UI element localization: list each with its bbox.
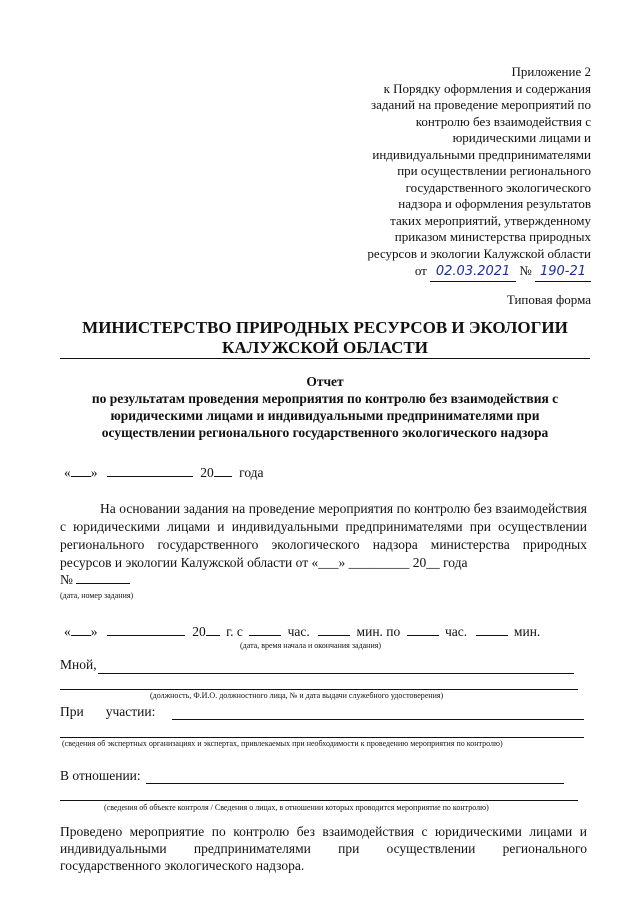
year-word: года <box>239 465 264 480</box>
appendix-line: заданий на проведение мероприятий по <box>370 97 591 112</box>
time-row <box>64 624 540 640</box>
century-label: 20 <box>192 624 206 639</box>
participation-label <box>60 704 155 720</box>
regarding-field[interactable] <box>146 783 564 784</box>
report-title-line: по результатам проведения мероприятия по контролю без взаимодействия с <box>91 391 559 406</box>
day-field[interactable] <box>71 635 91 636</box>
task-number-field[interactable] <box>76 583 130 584</box>
handwritten-number: 190-21 <box>539 264 587 279</box>
report-date-row <box>64 465 264 481</box>
ministry-underline <box>60 358 590 359</box>
by-me-label: Мной, <box>60 657 97 672</box>
ministry-line-2: КАЛУЖСКОЙ ОБЛАСТИ <box>222 338 428 357</box>
year-field[interactable] <box>206 635 220 636</box>
report-title-line: юридическими лицами и индивидуальными предпринимателями при <box>110 408 540 423</box>
quote-open: « <box>64 465 71 480</box>
participation-caption: (сведения об экспертных организациях и экспертах, привлекаемых при необходимости к проведению мероприятия по контролю) <box>62 739 503 748</box>
order-number-line <box>535 263 591 282</box>
day-field[interactable] <box>71 476 91 477</box>
participation-field-2[interactable] <box>60 737 584 738</box>
g-s-label: г. с <box>226 624 243 639</box>
end-hour-field[interactable] <box>407 635 439 636</box>
participation-field[interactable] <box>172 719 584 720</box>
by-me-field[interactable] <box>98 673 574 674</box>
order-date-line <box>430 263 516 282</box>
regarding-caption: (сведения об объекте контроля / Сведения о лицах, в отношении которых проводится мероприятие по контролю) <box>104 803 489 812</box>
year-field[interactable] <box>214 476 232 477</box>
appendix-line: индивидуальными предпринимателями <box>372 146 591 162</box>
by-me-caption: (должность, Ф.И.О. должностного лица, № и дата выдачи служебного удостоверения) <box>150 691 444 700</box>
ministry-line-1: МИНИСТЕРСТВО ПРИРОДНЫХ РЕСУРСОВ И ЭКОЛОГИИ <box>82 318 568 337</box>
appendix-line: государственного экологического <box>405 179 591 195</box>
appendix-line: таких мероприятий, утвержденному <box>390 212 591 228</box>
report-title <box>60 373 590 441</box>
appendix-line: приказом министерства природных <box>394 229 591 244</box>
number-sign: № <box>60 572 73 587</box>
conducted-paragraph: Проведено мероприятие по контролю без взаимодействия с юридическими лицами и индивидуальными предпринимателями при осуществлении регионального государственного экологического надзора. <box>60 824 587 873</box>
appendix-line: юридическими лицами и <box>452 130 591 145</box>
handwritten-date: 02.03.2021 <box>435 264 511 279</box>
report-title-word: Отчет <box>306 374 344 389</box>
report-title-line: осуществлении регионального государственного экологического надзора <box>101 425 549 440</box>
regarding-label: В отношении: <box>60 768 141 783</box>
order-date-number <box>331 263 591 282</box>
appendix-header <box>331 64 591 282</box>
task-caption: (дата, номер задания) <box>60 591 134 600</box>
number-label: № <box>519 263 532 278</box>
appendix-line: Приложение 2 <box>511 64 591 79</box>
regarding-field-2[interactable] <box>60 800 578 801</box>
start-hour-field[interactable] <box>249 635 281 636</box>
form-type-label: Типовая форма <box>506 292 591 307</box>
quote-close: » <box>90 465 98 480</box>
appendix-line: ресурсов и экологии Калужской области <box>367 245 591 261</box>
quote-open: « <box>64 624 71 639</box>
time-caption: (дата, время начала и окончания задания) <box>240 641 382 650</box>
century-label: 20 <box>200 465 214 480</box>
participation-label-1: При <box>60 704 84 719</box>
appendix-line: к Порядку оформления и содержания <box>383 80 591 96</box>
quote-close: » <box>90 624 98 639</box>
mins-to-label: мин. по <box>356 624 401 639</box>
from-label: от <box>414 263 427 278</box>
start-min-field[interactable] <box>318 635 350 636</box>
hours-label: час. <box>445 624 468 639</box>
appendix-line: при осуществлении регионального <box>397 163 591 178</box>
end-min-field[interactable] <box>476 635 508 636</box>
basis-paragraph <box>60 500 587 572</box>
by-me-field-2[interactable] <box>60 689 578 690</box>
month-field[interactable] <box>107 476 193 477</box>
appendix-line: контролю без взаимодействия с <box>415 113 591 129</box>
appendix-line: надзора и оформления результатов <box>398 196 591 211</box>
ministry-heading <box>60 318 590 358</box>
hours-label: час. <box>287 624 310 639</box>
mins-label: мин. <box>513 624 541 639</box>
participation-label-2: участии: <box>105 704 156 719</box>
task-number-row <box>60 572 130 588</box>
month-field[interactable] <box>107 635 185 636</box>
basis-text: На основании задания на проведение мероприятия по контролю без взаимодействия с юридическими лицами и индивидуальными предпринимателями при осуществлении регионального государственного экологического надзора министерства природных ресурсов и экологии Калужской области от «___» _________ 20__ года <box>60 501 587 570</box>
